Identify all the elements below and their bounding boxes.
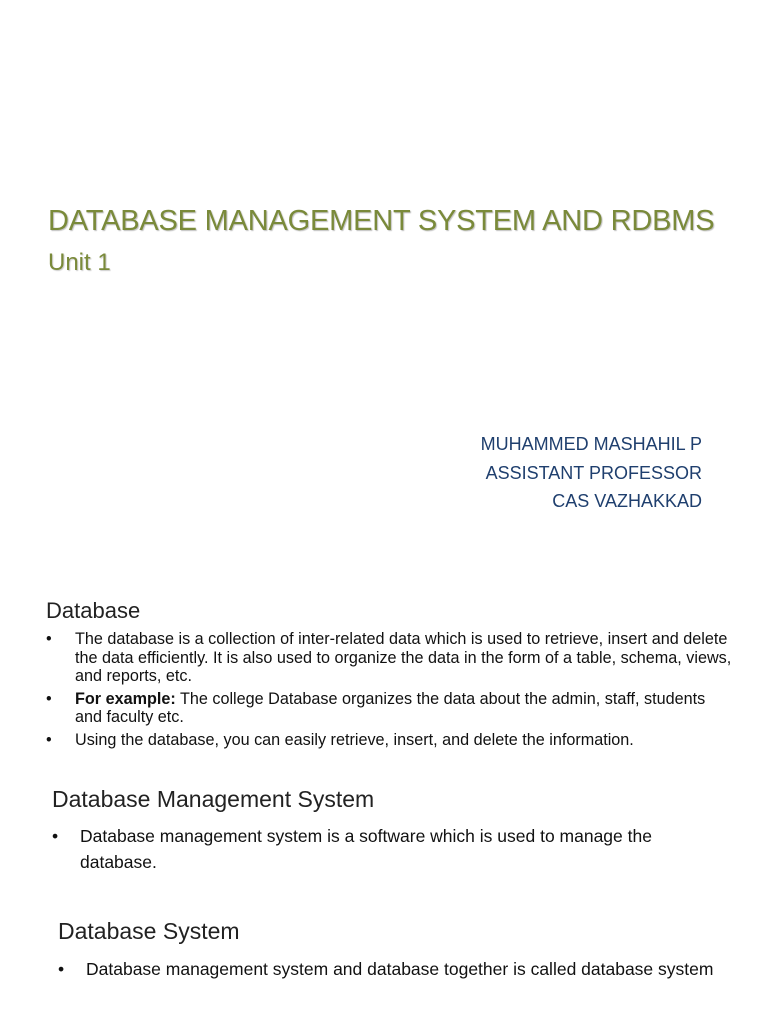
section-heading: Database xyxy=(46,598,141,623)
list-item xyxy=(52,823,732,875)
bullet-list xyxy=(58,956,738,982)
author-institution: CAS VAZHAKKAD xyxy=(552,491,702,511)
bullet-icon: • xyxy=(46,689,52,708)
bullet-icon: • xyxy=(58,959,65,979)
bullet-list xyxy=(46,630,736,753)
author-block xyxy=(481,430,702,516)
bullet-text: Using the database, you can easily retrieve, insert, and delete the information. xyxy=(75,730,634,749)
bullet-text: Database management system is a software which is used to manage the database. xyxy=(80,826,652,872)
presentation-subtitle: Unit 1 xyxy=(48,249,111,276)
bullet-text: The college Database organizes the data about the admin, staff, students and faculty etc. xyxy=(75,689,706,726)
author-name: MUHAMMED MASHAHIL P xyxy=(480,434,702,454)
author-designation: ASSISTANT PROFESSOR xyxy=(485,462,702,483)
list-item xyxy=(46,731,736,750)
section-heading: Database System xyxy=(58,918,240,944)
bullet-icon: • xyxy=(52,826,59,846)
section-heading: Database Management System xyxy=(52,786,375,812)
list-item xyxy=(46,690,736,727)
bullet-text: Database management system and database together is called database system xyxy=(86,959,714,979)
bullet-bold-text: For example: xyxy=(75,689,176,708)
bullet-icon: • xyxy=(46,730,52,749)
list-item xyxy=(58,956,738,982)
bullet-text: The database is a collection of inter-related data which is used to retrieve, insert and delete the data efficiently. It is also used to organize the data in the form of a table, schema, views, and reports, etc. xyxy=(75,630,732,685)
bullet-list xyxy=(52,823,732,875)
bullet-icon: • xyxy=(46,630,52,648)
list-item xyxy=(46,630,736,686)
presentation-title: DATABASE MANAGEMENT SYSTEM AND RDBMS xyxy=(48,205,715,237)
